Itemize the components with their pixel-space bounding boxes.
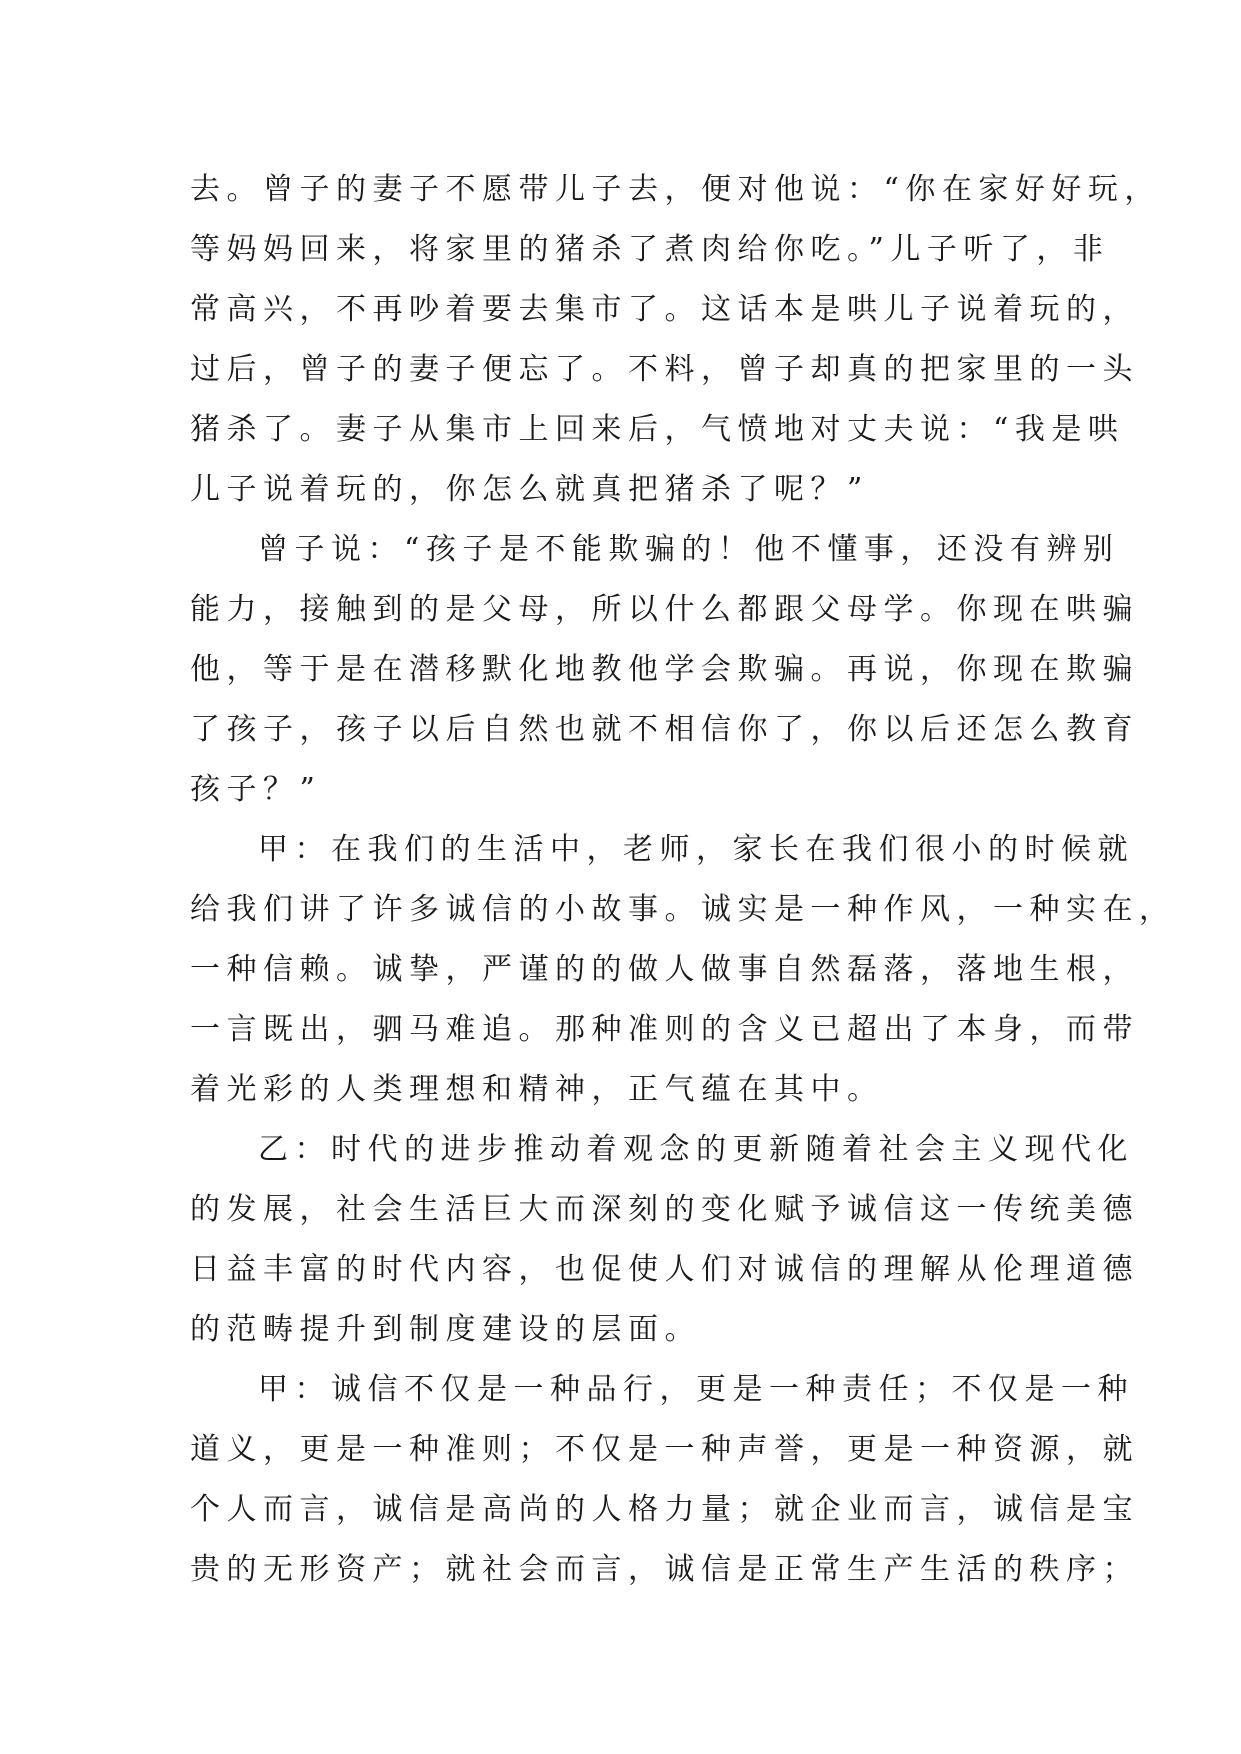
text-line: 过后，曾子的妻子便忘了。不料，曾子却真的把家里的一头 [190,352,1139,387]
document-body [190,160,1176,1600]
text-line: 孩子？” [190,772,322,807]
paragraph-2 [190,520,1139,820]
paragraph-1 [190,160,1161,520]
paragraph-5 [190,1360,1139,1600]
text-line: 的范畴提升到制度建设的层面。 [190,1312,701,1347]
text-line: 乙：时代的进步推动着观念的更新随着社会主义现代化 [258,1132,1134,1167]
text-line: 等妈妈回来，将家里的猪杀了煮肉给你吃。”儿子听了，非 [190,232,1110,267]
text-line: 着光彩的人类理想和精神，正气蕴在其中。 [190,1072,884,1107]
paragraph-3 [190,820,1176,1120]
text-line: 日益丰富的时代内容，也促使人们对诚信的理解从伦理道德 [190,1252,1139,1287]
text-line: 了孩子，孩子以后自然也就不相信你了，你以后还怎么教育 [190,712,1139,747]
text-line: 一种信赖。诚挚，严谨的的做人做事自然磊落，落地生根， [190,952,1139,987]
text-line: 能力，接触到的是父母，所以什么都跟父母学。你现在哄骗 [190,592,1139,627]
text-line: 去。曾子的妻子不愿带儿子去，便对他说：“你在家好好玩， [190,172,1161,207]
text-line: 猪杀了。妻子从集市上回来后，气愤地对丈夫说：“我是哄 [190,412,1125,447]
text-line: 给我们讲了许多诚信的小故事。诚实是一种作风，一种实在， [190,892,1176,927]
text-line: 贵的无形资产；就社会而言，诚信是正常生产生活的秩序； [190,1552,1139,1587]
text-line: 道义，更是一种准则；不仅是一种声誉，更是一种资源，就 [190,1432,1139,1467]
text-line: 一言既出，驷马难追。那种准则的含义已超出了本身，而带 [190,1012,1139,1047]
text-line: 甲：诚信不仅是一种品行，更是一种责任；不仅是一种 [258,1372,1134,1407]
text-line: 的发展，社会生活巨大而深刻的变化赋予诚信这一传统美德 [190,1192,1139,1227]
paragraph-4 [190,1120,1139,1360]
text-line: 个人而言，诚信是高尚的人格力量；就企业而言，诚信是宝 [190,1492,1139,1527]
text-line: 曾子说：“孩子是不能欺骗的！他不懂事，还没有辨别 [258,532,1120,567]
text-line: 甲：在我们的生活中，老师，家长在我们很小的时候就 [258,832,1134,867]
text-line: 他，等于是在潜移默化地教他学会欺骗。再说，你现在欺骗 [190,652,1139,687]
text-line: 常高兴，不再吵着要去集市了。这话本是哄儿子说着玩的， [190,292,1139,327]
text-line: 儿子说着玩的，你怎么就真把猪杀了呢？” [190,472,869,507]
